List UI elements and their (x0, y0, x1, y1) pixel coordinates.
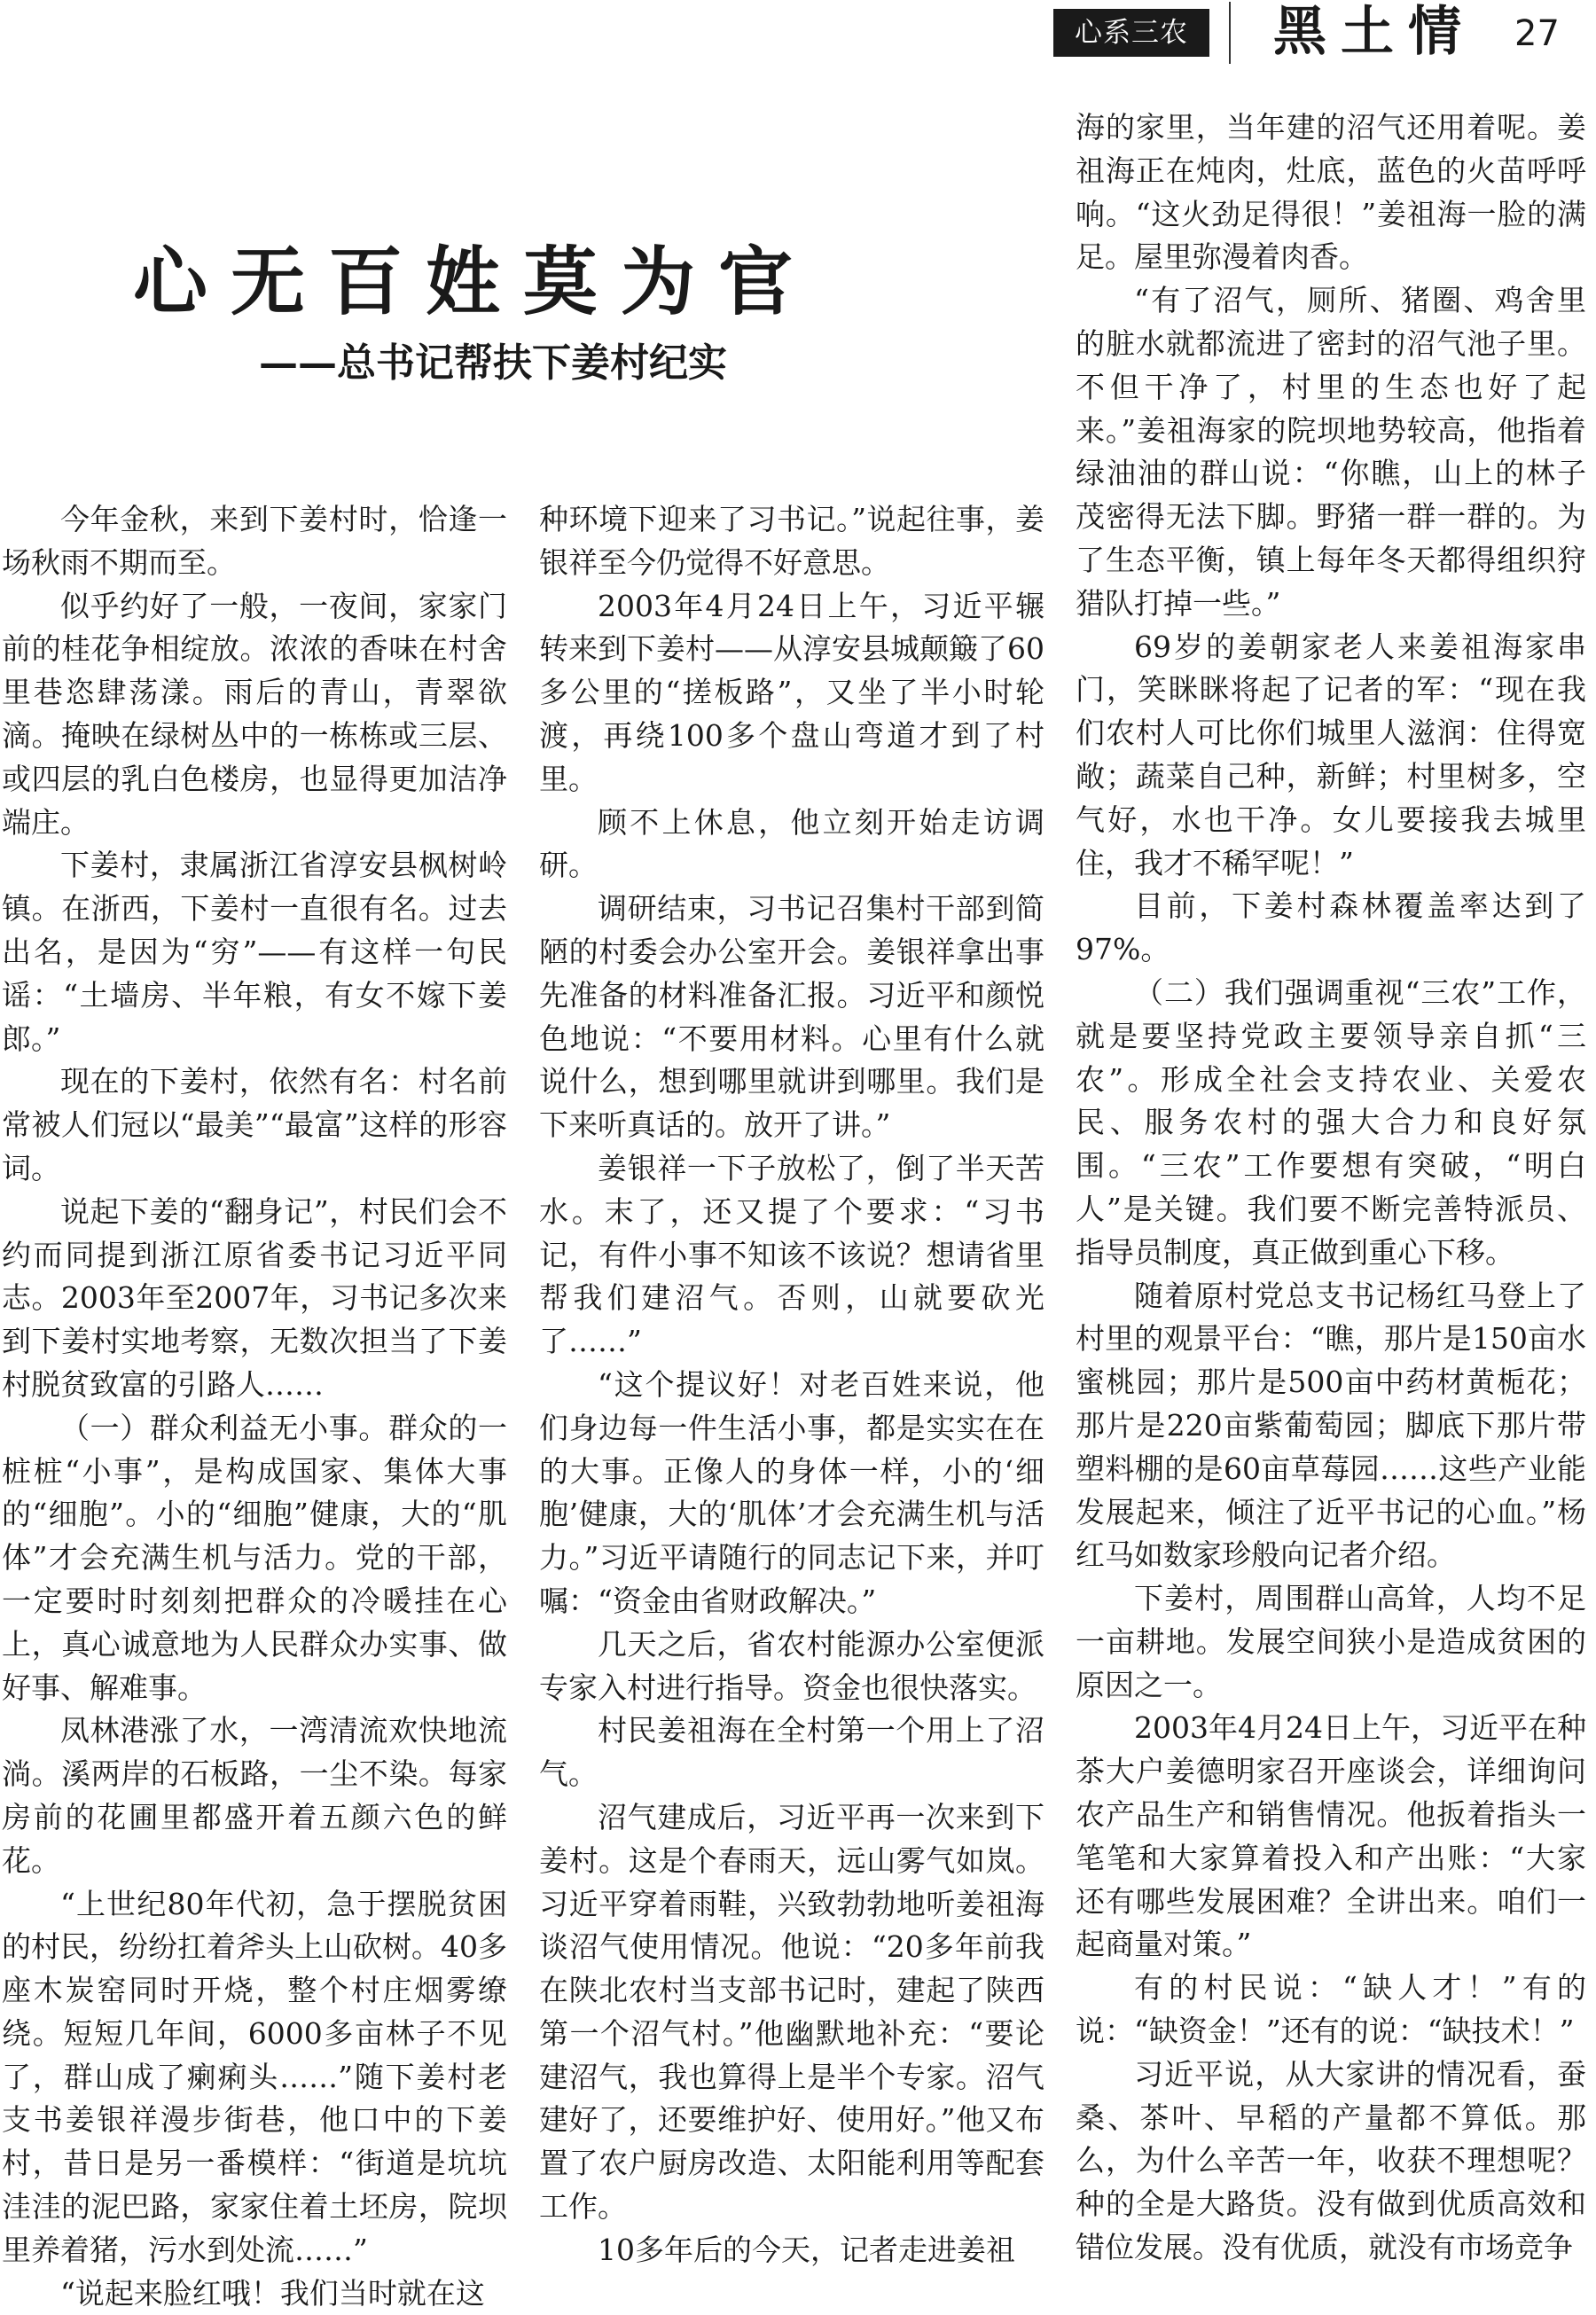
article-subtitle: ——总书记帮扶下姜村纪实 (259, 340, 727, 386)
paragraph: （二）我们强调重视“三农”工作，就是要坚持党政主要领导亲自抓“三农”。形成全社会支持农业、关爱农民、服务农村的强大合力和良好氛围。“三农”工作要想有突破，“明白人”是关键。我们要不断完善特派员、指导员制度，真正做到重心下移。 (1076, 974, 1586, 1270)
paragraph: 调研结束，习书记召集村干部到简陋的村委会办公室开会。姜银祥拿出事先准备的材料准备汇报。习近平和颜悦色地说：“不要用材料。心里有什么就说什么，想到哪里就讲到哪里。我们是下来听真话的。放开了讲。” (539, 891, 1044, 1143)
page-header (0, 0, 1596, 69)
paragraph: 现在的下姜村，依然有名：村名前常被人们冠以“最美”“最富”这样的形容词。 (2, 1064, 507, 1185)
page-number: 27 (1514, 13, 1560, 54)
article-column-3 (1076, 106, 1586, 2270)
paragraph: 随着原村党总支书记杨红马登上了村里的观景平台：“瞧，那片是150亩水蜜桃园；那片是500亩中药材黄栀花；那片是220亩紫葡萄园；脚底下那片带塑料棚的是60亩草莓园……这些产业能发展起来，倾注了近平书记的心血。”杨红马如数家珍般向记者介绍。 (1076, 1278, 1586, 1573)
paragraph: 10多年后的今天，记者走进姜祖 (598, 2232, 1015, 2267)
paragraph: 目前，下姜村森林覆盖率达到了97%。 (1076, 888, 1586, 967)
paragraph: 种环境下迎来了习书记。”说起往事，姜银祥至今仍觉得不好意思。 (539, 502, 1044, 580)
paragraph: 姜银祥一下子放松了，倒了半天苦水。末了，还又提了个要求：“习书记，有件小事不知该不该说？想请省里帮我们建沼气。否则，山就要砍光了……” (539, 1150, 1044, 1359)
paragraph: 海的家里，当年建的沼气还用着呢。姜祖海正在炖肉，灶底，蓝色的火苗呼呼响。“这火劲足得很！”姜祖海一脸的满足。屋里弥漫着肉香。 (1076, 110, 1586, 275)
paragraph: 有的村民说：“缺人才！”有的说：“缺资金！”还有的说：“缺技术！” (1076, 1970, 1586, 2049)
paragraph: 今年金秋，来到下姜村时，恰逢一场秋雨不期而至。 (2, 502, 507, 580)
paragraph: 69岁的姜朝家老人来姜祖海家串门，笑眯眯将起了记者的军：“现在我们农村人可比你们城里人滋润：住得宽敞；蔬菜自己种，新鲜；村里树多，空气好，水也干净。女儿要接我去城里住，我才不稀罕呢！” (1076, 629, 1586, 880)
paragraph: 下姜村，周围群山高耸，人均不足一亩耕地。发展空间狭小是造成贫困的原因之一。 (1076, 1581, 1586, 1702)
header-divider (1229, 2, 1231, 64)
article-column-2 (539, 498, 1044, 2272)
paragraph: 凤林港涨了水，一湾清流欢快地流淌。溪两岸的石板路，一尘不染。每家房前的花圃里都盛开着五颜六色的鲜花。 (2, 1713, 507, 1878)
article-column-1 (2, 498, 507, 2315)
paragraph: 习近平说，从大家讲的情况看，蚕桑、茶叶、早稻的产量都不算低。那么，为什么辛苦一年，收获不理想呢？种的全是大路货。没有做到优质高效和错位发展。没有优质，就没有市场竞争 (1076, 2056, 1586, 2265)
paragraph: 说起下姜的“翻身记”，村民们会不约而同提到浙江原省委书记习近平同志。2003年至2007年，习书记多次来到下姜村实地考察，无数次担当了下姜村脱贫致富的引路人…… (2, 1193, 507, 1402)
paragraph: “上世纪80年代初，急于摆脱贫困的村民，纷纷扛着斧头上山砍树。40多座木炭窑同时开烧，整个村庄烟雾缭绕。短短几年间，6000多亩林子不见了，群山成了瘌痢头……”随下姜村老支书姜银祥漫步街巷，他口中的下姜村，昔日是另一番模样：“街道是坑坑洼洼的泥巴路，家家住着土坯房，院坝里养着猪，污水到处流……” (2, 1886, 507, 2267)
paragraph: 2003年4月24日上午，习近平在种茶大户姜德明家召开座谈会，详细询问农产品生产和销售情况。他扳着指头一笔笔和大家算着投入和产出账：“大家还有哪些发展困难？全讲出来。咱们一起商量对策。” (1076, 1710, 1586, 1962)
paragraph: 顾不上休息，他立刻开始走访调研。 (539, 804, 1044, 883)
paragraph: 村民姜祖海在全村第一个用上了沼气。 (539, 1713, 1044, 1792)
paragraph: 似乎约好了一般，一夜间，家家门前的桂花争相绽放。浓浓的香味在村舍里巷恣肆荡漾。雨后的青山，青翠欲滴。掩映在绿树丛中的一栋栋或三层、或四层的乳白色楼房，也显得更加洁净端庄。 (2, 588, 507, 840)
paragraph: 下姜村，隶属浙江省淳安县枫树岭镇。在浙西，下姜村一直很有名。过去出名，是因为“穷”——有这样一句民谣：“土墙房、半年粮，有女不嫁下姜郎。” (2, 848, 507, 1056)
paragraph: 几天之后，省农村能源办公室便派专家入村进行指导。资金也很快落实。 (539, 1626, 1044, 1705)
paragraph: “有了沼气，厕所、猪圈、鸡舍里的脏水就都流进了密封的沼气池子里。不但干净了，村里的生态也好了起来。”姜祖海家的院坝地势较高，他指着绿油油的群山说：“你瞧，山上的林子茂密得无法下脚。野猪一群一群的。为了生态平衡，镇上每年冬天都得组织狩猎队打掉一些。” (1076, 283, 1586, 621)
paragraph: “这个提议好！对老百姓来说，他们身边每一件生活小事，都是实实在在的大事。正像人的身体一样，小的‘细胞’健康，大的‘肌体’才会充满生机与活力。”习近平请随行的同志记下来，并叮嘱：“资金由省财政解决。” (539, 1366, 1044, 1618)
section-tag: 心系三农 (1053, 9, 1209, 57)
magazine-name: 黑土情 (1273, 1, 1475, 63)
paragraph: “说起来脸红哦！我们当时就在这 (60, 2275, 485, 2311)
paragraph: 2003年4月24日上午，习近平辗转来到下姜村——从淳安县城颠簸了60多公里的“搓板路”，又坐了半小时轮渡，再绕100多个盘山弯道才到了村里。 (539, 588, 1044, 796)
article-title: 心无百姓莫为官 (133, 239, 817, 325)
paragraph: 沼气建成后，习近平再一次来到下姜村。这是个春雨天，远山雾气如岚。习近平穿着雨鞋，兴致勃勃地听姜祖海谈沼气使用情况。他说：“20多年前我在陕北农村当支部书记时，建起了陕西第一个沼气村。”他幽默地补充：“要论建沼气，我也算得上是半个专家。沼气建好了，还要维护好、使用好。”他又布置了农户厨房改造、太阳能利用等配套工作。 (539, 1799, 1044, 2225)
paragraph: （一）群众利益无小事。群众的一桩桩“小事”，是构成国家、集体大事的“细胞”。小的“细胞”健康，大的“肌体”才会充满生机与活力。党的干部，一定要时时刻刻把群众的冷暖挂在心上，真心诚意地为人民群众办实事、做好事、解难事。 (2, 1410, 507, 1705)
